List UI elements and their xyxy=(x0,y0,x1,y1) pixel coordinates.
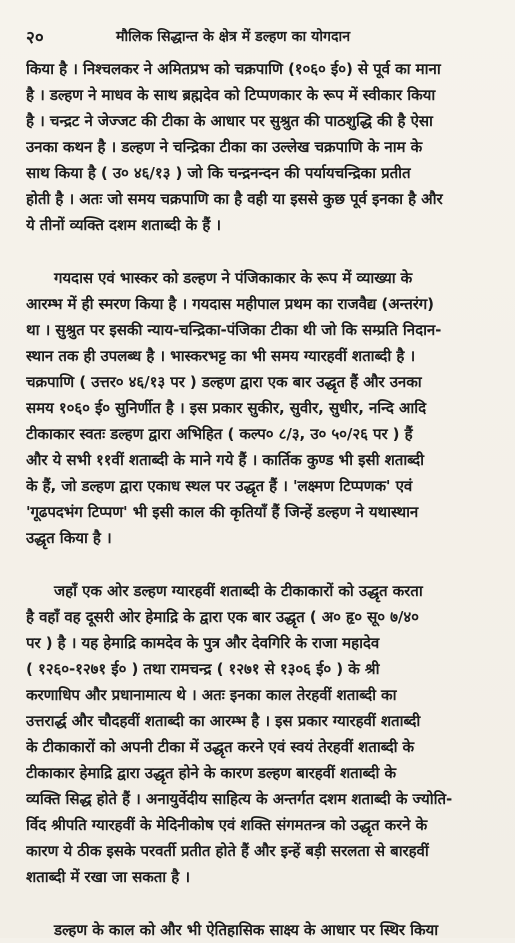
paragraph-4 xyxy=(26,917,497,943)
text-line: किया है । निश्चलकर ने अमितप्रभ को चक्रपाणि (१०६० ई०) से पूर्व का माना xyxy=(26,60,441,78)
text-line: शताब्दी में रखा जा सकता है । xyxy=(26,868,190,886)
paragraph-gap xyxy=(26,551,497,578)
text-line: और ये सभी ११वीं शताब्दी के माने गये हैं । कार्तिक कुण्ड भी इसी शताब्दी xyxy=(26,451,424,469)
paragraph-1 xyxy=(26,56,497,238)
text-line: कारण ये ठीक इसके परवर्ती प्रतीत होते हैं और इन्हें बड़ी सरलता से बारहवीं xyxy=(26,842,429,860)
page-number: २० xyxy=(26,28,44,48)
running-head: मौलिक सिद्धान्त के क्षेत्र में डल्हण का योगदान xyxy=(116,29,351,45)
text-line: उत्तरार्द्ध और चौदहवीं शताब्दी का आरम्भ है । इस प्रकार ग्यारहवीं शताब्दी xyxy=(26,712,421,730)
paragraph-2 xyxy=(26,265,497,551)
text-line: चक्रपाणि ( उत्तर० ४६/१३ पर ) डल्हण द्वारा एक बार उद्धृत हैं और उनका xyxy=(26,373,422,391)
text-line: जहाँ एक ओर डल्हण ग्यारहवीं शताब्दी के टीकाकारों को उद्धृत करता xyxy=(54,582,423,600)
text-line: है । चन्द्रट ने जेज्जट की टीका के आधार पर सुश्रुत की पाठशुद्धि की है ऐसा xyxy=(26,112,433,130)
text-line: आरम्भ में ही स्मरण किया है । गयदास महीपाल प्रथम का राजवैद्य (अन्तरंग) xyxy=(26,295,434,313)
text-line: है । डल्हण ने माधव के साथ ब्रह्मदेव को टिप्पणकार के रूप में स्वीकार किया xyxy=(26,86,436,104)
text-line: डल्हण के काल को और भी ऐतिहासिक साक्ष्य के आधार पर स्थिर किया xyxy=(54,921,439,939)
text-line: करणाधिप और प्रधानामात्य थे । अतः इनका काल तेरहवीं शताब्दी का xyxy=(26,686,397,704)
text-line: व्यक्ति सिद्ध होते हैं । अनायुर्वेदीय साहित्य के अन्तर्गत दशम शताब्दी के ज्योति- xyxy=(26,790,453,808)
text-line: ये तीनों व्यक्ति दशम शताब्दी के हैं । xyxy=(26,216,222,234)
text-line: ( १२६०-१२७१ ई० ) तथा रामचन्द्र ( १२७१ से १३०६ ई० ) के श्री xyxy=(26,660,380,678)
text-line: र्विद श्रीपति ग्यारहवीं के मेदिनीकोष एवं शक्ति संगमतन्त्र को उद्धृत करने के xyxy=(26,816,428,834)
text-line: टीकाकार स्वतः डल्हण द्वारा अभिहित ( कल्प० ८/३, उ० ५०/२६ पर ) हैं xyxy=(26,425,413,443)
text-line: उनका कथन है । डल्हण ने चन्द्रिका टीका का उल्लेख चक्रपाणि के नाम के xyxy=(26,138,423,156)
text-line: के हैं, जो डल्हण द्वारा एकाध स्थल पर उद्धृत हैं । 'लक्ष्मण टिप्पणक' एवं xyxy=(26,477,413,495)
text-line: के टीकाकारों को अपनी टीका में उद्धृत करने एवं स्वयं तेरहवीं शताब्दी के xyxy=(26,738,415,756)
text-line: था । सुश्रुत पर इसकी न्याय-चन्द्रिका-पंजिका टीका थी जो कि सम्प्रति निदान- xyxy=(26,321,442,339)
text-line: है वहाँ वह दूसरी ओर हेमाद्रि के द्वारा एक बार उद्धृत ( अ० हृ० सू० ७/४० xyxy=(26,608,419,626)
text-line: होती है । अतः जो समय चक्रपाणि का है वही या इससे कुछ पूर्व इनका है और xyxy=(26,190,443,208)
paragraph-gap xyxy=(26,890,497,917)
body-text xyxy=(26,56,497,943)
text-line: गयदास एवं भास्कर को डल्हण ने पंजिकाकार के रूप में व्याख्या के xyxy=(54,269,413,287)
text-line: समय १०६० ई० सुनिर्णीत है । इस प्रकार सुकीर, सुवीर, सुधीर, नन्दि आदि xyxy=(26,399,427,417)
text-line: उद्धृत किया है । xyxy=(26,529,112,547)
text-line: साथ किया है ( उ० ४६/१३ ) जो कि चन्द्रनन्दन की पर्यायचन्द्रिका प्रतीत xyxy=(26,164,411,182)
page-header xyxy=(26,0,497,50)
text-line: 'गूढपदभंग टिप्पण' भी इसी काल की कृतियाँ हैं जिन्हें डल्हण ने यथास्थान xyxy=(26,503,419,521)
paragraph-gap xyxy=(26,238,497,265)
paragraph-3 xyxy=(26,578,497,890)
text-line: स्थान तक ही उपलब्ध है । भास्करभट्ट का भी समय ग्यारहवीं शताब्दी है । xyxy=(26,347,416,365)
text-line: पर ) है । यह हेमाद्रि कामदेव के पुत्र और देवगिरि के राजा महादेव xyxy=(26,634,380,652)
text-line: टीकाकार हेमाद्रि द्वारा उद्धृत होने के कारण डल्हण बारहवीं शताब्दी के xyxy=(26,764,396,782)
